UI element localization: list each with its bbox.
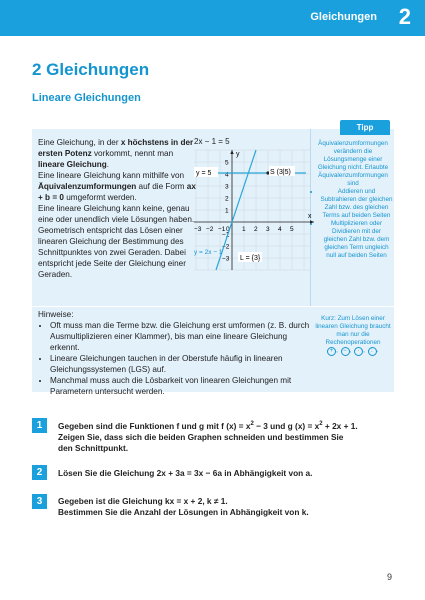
x-tick-label: 1 bbox=[242, 226, 246, 233]
solution-label: L = {3} bbox=[240, 255, 261, 262]
task-1-line-2: Zeigen Sie, dass sich die beiden Graphen schneiden und bestimmen Sie den Schnittpunkt. bbox=[58, 431, 344, 453]
tip-badge: Tipp bbox=[340, 120, 390, 135]
x-tick-label: −2 bbox=[206, 226, 214, 233]
task-3-line-2: Bestimmen Sie die Anzahl der Lösungen in Abhängigkeit von k. bbox=[58, 507, 309, 517]
chapter-title: 2 Gleichungen bbox=[32, 60, 150, 79]
minus-icon: − bbox=[341, 347, 350, 356]
x-tick-labels bbox=[194, 226, 294, 233]
intro-p2: Eine lineare Gleichung kann mithilfe von Äquivalenzumformungen auf die Form ax + b = 0 umgeformt werden. bbox=[38, 171, 196, 202]
y-tick-label: 4 bbox=[225, 171, 229, 179]
multiply-icon: · bbox=[354, 347, 363, 356]
x-tick-label: 2 bbox=[254, 226, 258, 233]
tip-item: • Addieren und Subtrahieren der gleichen Zahl bzw. des gleichen Terms auf beiden Seiten bbox=[320, 188, 393, 220]
y-tick-label: 2 bbox=[225, 195, 229, 203]
tip-list bbox=[313, 188, 393, 260]
hint-item: • Manchmal muss auch die Lösbarkeit von linearen Gleichungen mit Parametern untersucht werden. bbox=[50, 375, 310, 397]
y-axis-arrow-icon bbox=[230, 150, 233, 154]
x-tick-label: 3 bbox=[266, 226, 270, 233]
task-1-line-1: Gegeben sind die Funktionen f und g mit f $(x) = x^2 - 3$ und g $(x) = x^2 + 2x + 1$. bbox=[58, 420, 358, 431]
task-text bbox=[58, 419, 358, 454]
divide-icon: : bbox=[368, 347, 377, 356]
task-text bbox=[58, 496, 358, 518]
x-tick-label: 4 bbox=[278, 226, 282, 233]
page-number: 9 bbox=[387, 572, 393, 582]
tip-text: Äquivalenzumformungen verändern die Lösungsmenge einer Gleichung nicht. Erlaubte Äquivalenzumformungen sind bbox=[317, 140, 389, 187]
kurz-note bbox=[313, 315, 393, 356]
line2-label: y = 2x − 1 bbox=[194, 249, 223, 256]
task-number: 2 bbox=[32, 465, 47, 480]
tip-item: • Multiplizieren oder Dividieren mit der gleichen Zahl bzw. dem gleichen Term ungleich null auf beiden Seiten bbox=[320, 220, 393, 260]
graph bbox=[192, 134, 316, 274]
graph-equation: 2x − 1 = 5 bbox=[194, 137, 230, 146]
chapter-number: 2 bbox=[398, 4, 411, 29]
tip-column bbox=[313, 140, 393, 260]
x-tick-label: −1 bbox=[218, 226, 226, 233]
point-label: S (3|5) bbox=[270, 169, 291, 176]
kurz-text: Kurz: Zum Lösen einer linearen Gleichung braucht man nur die Rechenoperationen bbox=[315, 315, 391, 346]
hints bbox=[38, 301, 310, 397]
y-tick-label: −2 bbox=[222, 243, 230, 251]
task-text: Lösen Sie die Gleichung 2x + 3a = 3x − 6a in Abhängigkeit von a. bbox=[58, 468, 313, 478]
intro-p3: Eine lineare Gleichung kann keine, genau eine oder unendlich viele Lösungen haben. bbox=[38, 204, 195, 224]
header-title: Gleichungen bbox=[310, 11, 377, 23]
plus-icon: + bbox=[327, 347, 336, 356]
intro-p4: Geometrisch entspricht das Lösen einer linearen Gleichung der Bestimmung des Schnittpunktes von zwei Geraden. Dabei entspricht jede Seite der Gleichung einer Geraden. bbox=[38, 226, 186, 279]
kurz-end: . bbox=[376, 347, 379, 354]
task-number: 1 bbox=[32, 418, 47, 433]
section-title: Lineare Gleichungen bbox=[32, 92, 141, 104]
x-tick-label: −3 bbox=[194, 226, 202, 233]
task-number: 3 bbox=[32, 494, 47, 509]
y-tick-label: 3 bbox=[225, 183, 229, 191]
x-tick-label: 0 bbox=[226, 226, 230, 233]
hint-item: • Lineare Gleichungen tauchen in der Oberstufe häufig in linearen Gleichungssystemen (LGS) auf. bbox=[50, 353, 310, 375]
hints-list bbox=[38, 320, 310, 397]
hint-item: • Oft muss man die Terme bzw. die Gleichung erst umformen (z. B. durch Ausmultiplizieren einer Klammer), bis man eine lineare Gleichung erkennt. bbox=[50, 320, 310, 353]
y-tick-label: 5 bbox=[225, 159, 229, 167]
y-tick-label: 1 bbox=[225, 207, 229, 215]
hints-title: Hinweise: bbox=[38, 310, 74, 319]
task-3-line-1: Gegeben ist die Gleichung kx = x + 2, k ≠ 1. bbox=[58, 496, 228, 506]
y-axis-label: y bbox=[236, 151, 240, 158]
intro-text bbox=[38, 137, 198, 280]
operations-row: + , − , · , : . bbox=[313, 347, 393, 356]
y-tick-label: −1 bbox=[222, 231, 230, 239]
line1-label: y = 5 bbox=[196, 170, 212, 177]
x-tick-label: 5 bbox=[290, 226, 294, 233]
intro-p1: Eine Gleichung, in der x höchstens in der ersten Potenz vorkommt, nennt man lineare Gleichung. bbox=[38, 138, 194, 169]
y-tick-label: −3 bbox=[222, 255, 230, 263]
x-axis-label: x bbox=[308, 213, 312, 220]
